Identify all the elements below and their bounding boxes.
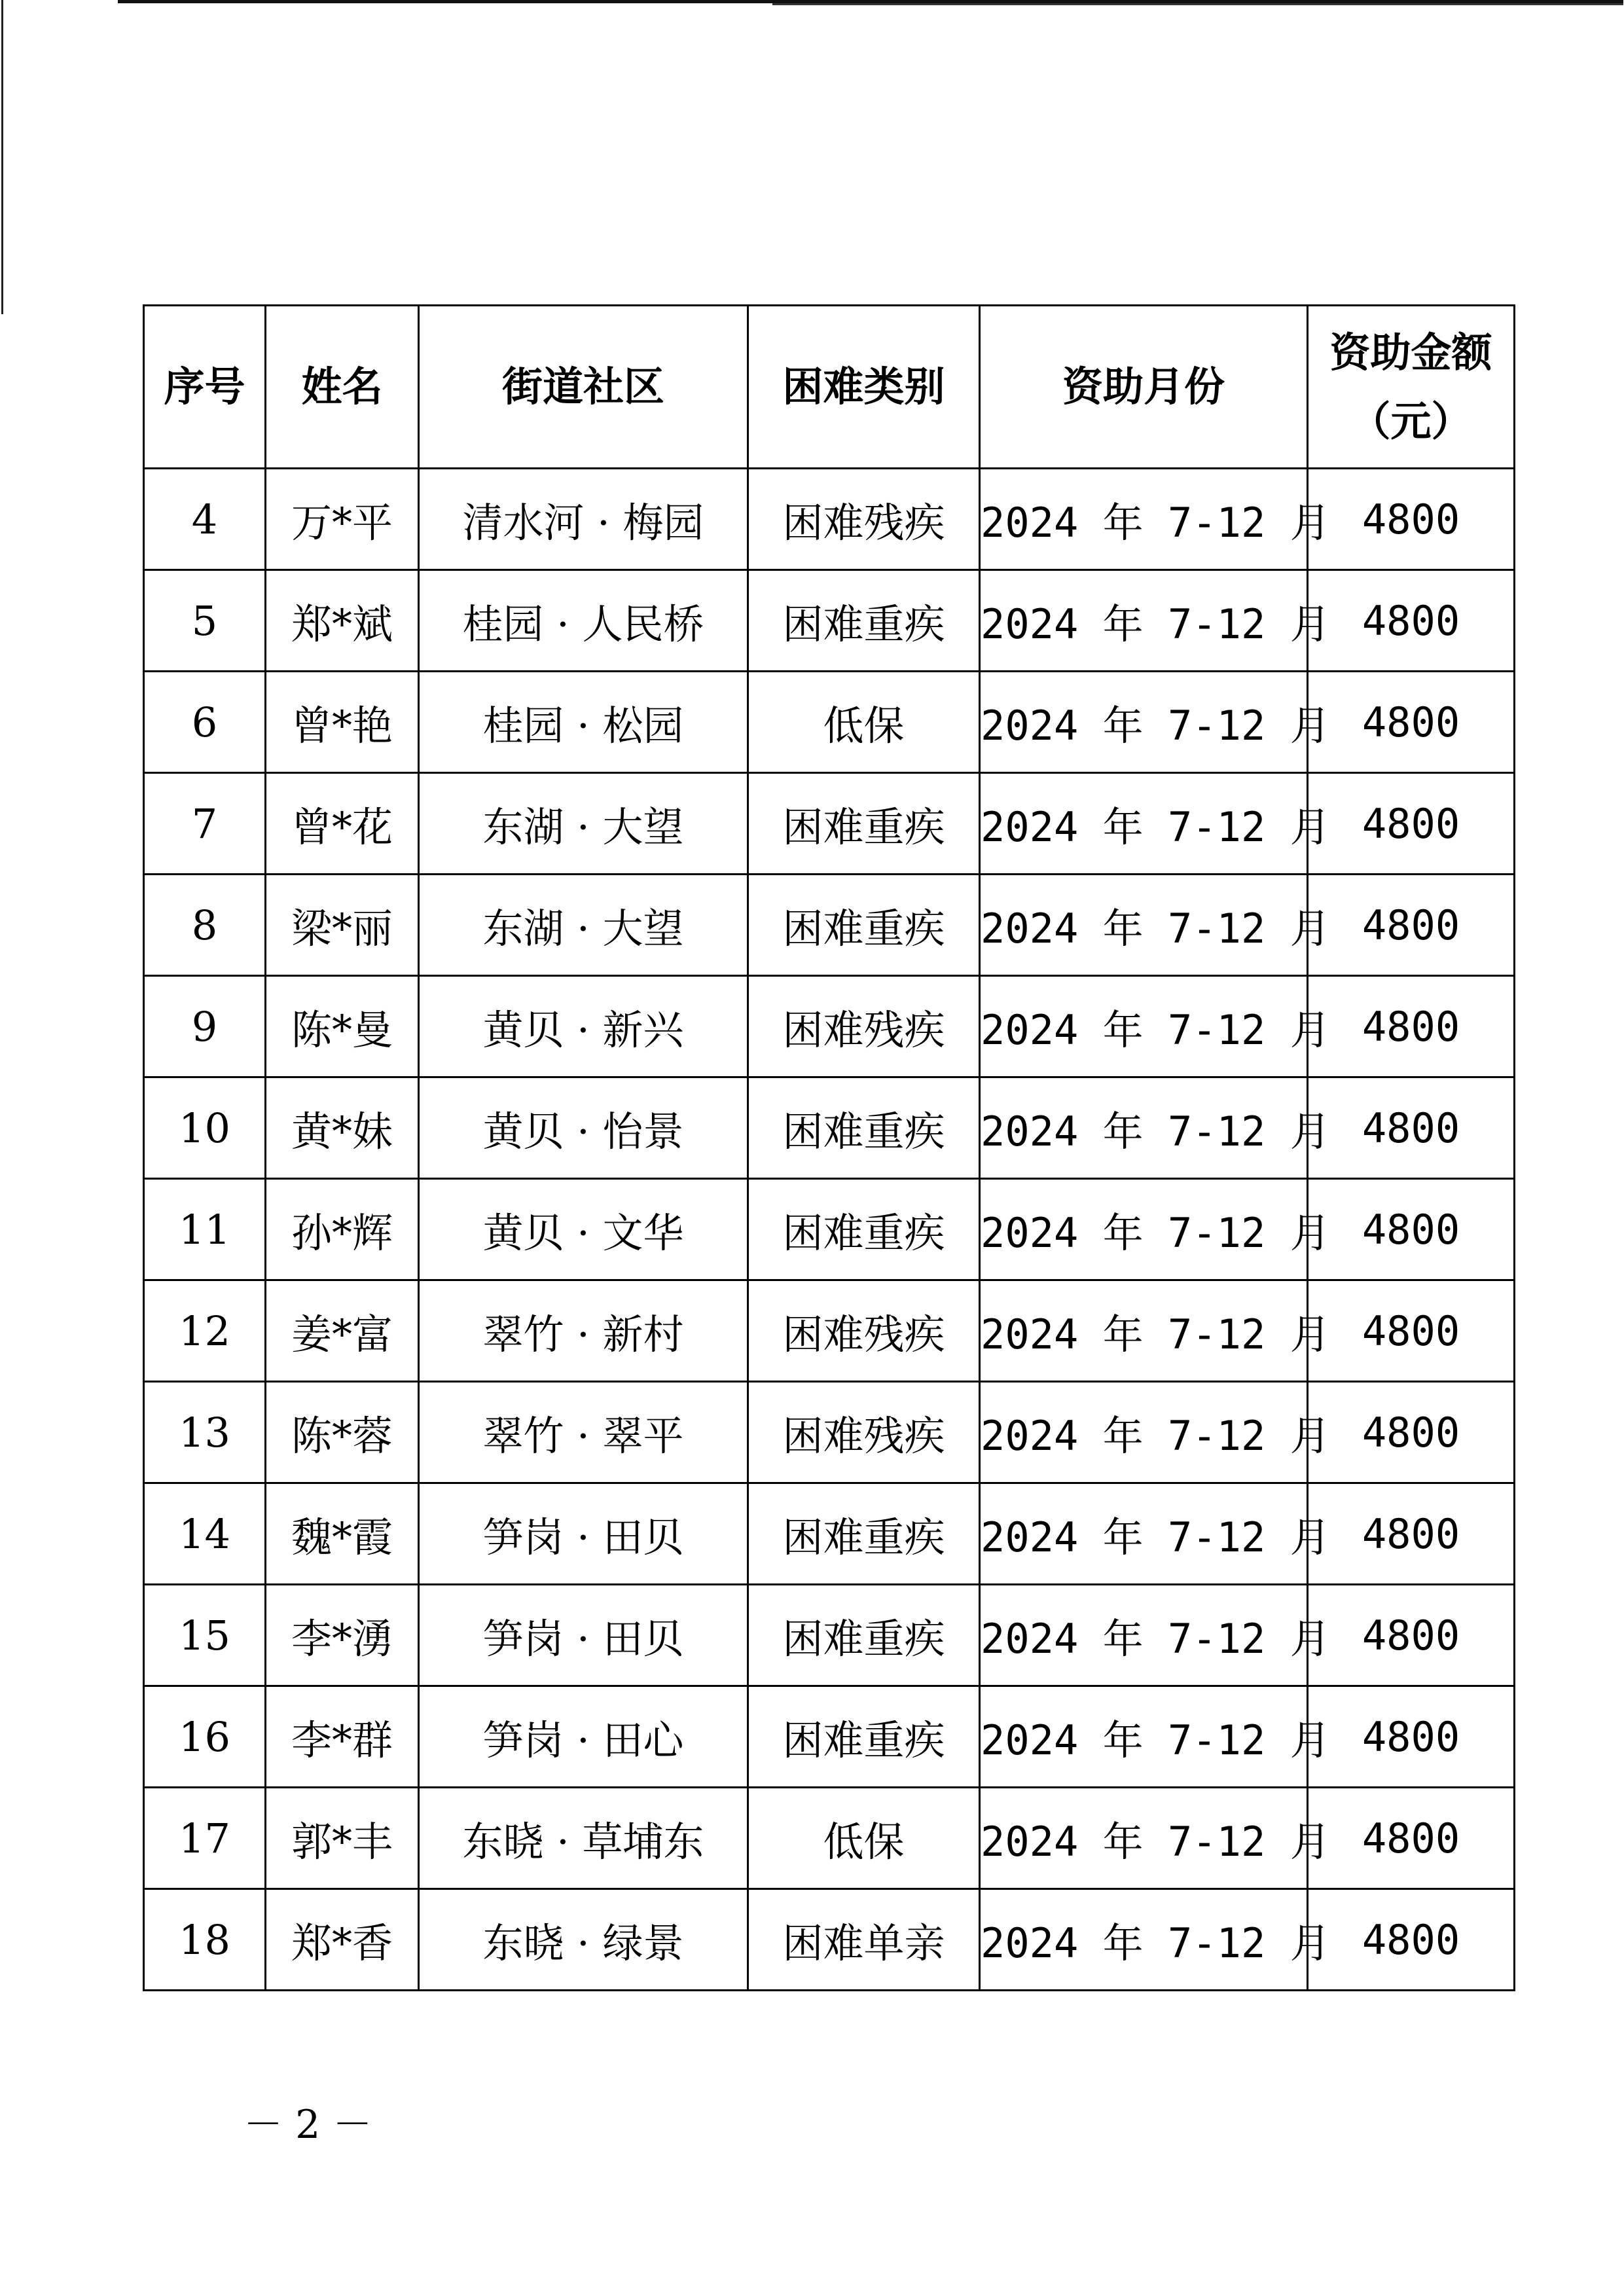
cell-category: 低保 — [748, 1788, 980, 1889]
cell-community: 东晓 · 绿景 — [419, 1889, 748, 1991]
cell-category: 困难重疾 — [748, 1179, 980, 1280]
cell-community: 黄贝 · 怡景 — [419, 1077, 748, 1179]
cell-months: 2024 年 7-12 月 — [980, 1280, 1308, 1382]
header-community: 街道社区 — [419, 306, 748, 469]
cell-amount: 4800 — [1308, 1077, 1515, 1179]
cell-months: 2024 年 7-12 月 — [980, 1585, 1308, 1686]
cell-community: 翠竹 · 新村 — [419, 1280, 748, 1382]
cell-no: 13 — [144, 1382, 266, 1483]
cell-name: 孙*辉 — [266, 1179, 419, 1280]
cell-no: 15 — [144, 1585, 266, 1686]
cell-months: 2024 年 7-12 月 — [980, 1889, 1308, 1991]
header-category: 困难类别 — [748, 306, 980, 469]
cell-name: 梁*丽 — [266, 875, 419, 976]
cell-no: 16 — [144, 1686, 266, 1788]
header-amount-line2: （元） — [1350, 397, 1472, 445]
table-row — [144, 875, 1515, 976]
cell-no: 11 — [144, 1179, 266, 1280]
cell-community: 黄贝 · 文华 — [419, 1179, 748, 1280]
cell-name: 李*群 — [266, 1686, 419, 1788]
cell-community: 东湖 · 大望 — [419, 875, 748, 976]
cell-no: 5 — [144, 570, 266, 672]
cell-name: 郑*香 — [266, 1889, 419, 1991]
cell-no: 12 — [144, 1280, 266, 1382]
cell-no: 17 — [144, 1788, 266, 1889]
cell-amount: 4800 — [1308, 875, 1515, 976]
table-body — [144, 469, 1515, 1991]
header-amount — [1308, 306, 1515, 469]
cell-amount: 4800 — [1308, 1382, 1515, 1483]
cell-months: 2024 年 7-12 月 — [980, 469, 1308, 570]
cell-name: 郑*斌 — [266, 570, 419, 672]
cell-months: 2024 年 7-12 月 — [980, 672, 1308, 773]
table-row — [144, 1179, 1515, 1280]
cell-name: 曾*艳 — [266, 672, 419, 773]
table-header — [144, 306, 1515, 469]
table-row — [144, 469, 1515, 570]
table-row — [144, 1585, 1515, 1686]
cell-months: 2024 年 7-12 月 — [980, 1077, 1308, 1179]
cell-amount: 4800 — [1308, 1788, 1515, 1889]
cell-community: 黄贝 · 新兴 — [419, 976, 748, 1077]
cell-category: 困难重疾 — [748, 773, 980, 875]
scan-left-edge-line — [1, 0, 3, 314]
cell-amount: 4800 — [1308, 1686, 1515, 1788]
header-no: 序号 — [144, 306, 266, 469]
cell-no: 7 — [144, 773, 266, 875]
cell-no: 6 — [144, 672, 266, 773]
cell-amount: 4800 — [1308, 773, 1515, 875]
cell-community: 桂园 · 松园 — [419, 672, 748, 773]
cell-amount: 4800 — [1308, 1179, 1515, 1280]
cell-name: 陈*蓉 — [266, 1382, 419, 1483]
table-row — [144, 1483, 1515, 1585]
cell-months: 2024 年 7-12 月 — [980, 570, 1308, 672]
cell-months: 2024 年 7-12 月 — [980, 1382, 1308, 1483]
cell-name: 郭*丰 — [266, 1788, 419, 1889]
cell-category: 困难重疾 — [748, 1585, 980, 1686]
header-months: 资助月份 — [980, 306, 1308, 469]
cell-no: 14 — [144, 1483, 266, 1585]
cell-amount: 4800 — [1308, 570, 1515, 672]
cell-amount: 4800 — [1308, 1280, 1515, 1382]
cell-category: 低保 — [748, 672, 980, 773]
assistance-roster-table — [143, 304, 1515, 1991]
header-amount-line1: 资助金额 — [1329, 328, 1492, 376]
cell-category: 困难重疾 — [748, 1483, 980, 1585]
cell-category: 困难残疾 — [748, 1280, 980, 1382]
header-row — [144, 306, 1515, 469]
page-number: － 2 － — [244, 2102, 372, 2148]
cell-community: 笋岗 · 田贝 — [419, 1585, 748, 1686]
cell-no: 9 — [144, 976, 266, 1077]
cell-no: 18 — [144, 1889, 266, 1991]
cell-name: 魏*霞 — [266, 1483, 419, 1585]
cell-months: 2024 年 7-12 月 — [980, 1686, 1308, 1788]
cell-amount: 4800 — [1308, 1483, 1515, 1585]
cell-name: 曾*花 — [266, 773, 419, 875]
cell-category: 困难残疾 — [748, 1382, 980, 1483]
cell-category: 困难重疾 — [748, 1077, 980, 1179]
cell-category: 困难单亲 — [748, 1889, 980, 1991]
cell-community: 东湖 · 大望 — [419, 773, 748, 875]
cell-category: 困难重疾 — [748, 570, 980, 672]
cell-name: 姜*富 — [266, 1280, 419, 1382]
table-row — [144, 1788, 1515, 1889]
cell-community: 东晓 · 草埔东 — [419, 1788, 748, 1889]
table-row — [144, 672, 1515, 773]
cell-months: 2024 年 7-12 月 — [980, 976, 1308, 1077]
cell-category: 困难残疾 — [748, 469, 980, 570]
cell-amount: 4800 — [1308, 1889, 1515, 1991]
scan-top-border-line-secondary — [772, 3, 1623, 5]
cell-months: 2024 年 7-12 月 — [980, 875, 1308, 976]
cell-no: 10 — [144, 1077, 266, 1179]
cell-community: 清水河 · 梅园 — [419, 469, 748, 570]
cell-category: 困难重疾 — [748, 1686, 980, 1788]
cell-community: 桂园 · 人民桥 — [419, 570, 748, 672]
table-row — [144, 1382, 1515, 1483]
table-row — [144, 1280, 1515, 1382]
cell-months: 2024 年 7-12 月 — [980, 1483, 1308, 1585]
table-row — [144, 1686, 1515, 1788]
cell-months: 2024 年 7-12 月 — [980, 1788, 1308, 1889]
cell-name: 陈*曼 — [266, 976, 419, 1077]
table-row — [144, 1889, 1515, 1991]
cell-amount: 4800 — [1308, 976, 1515, 1077]
table-row — [144, 1077, 1515, 1179]
cell-months: 2024 年 7-12 月 — [980, 773, 1308, 875]
cell-community: 笋岗 · 田贝 — [419, 1483, 748, 1585]
table-row — [144, 773, 1515, 875]
cell-community: 笋岗 · 田心 — [419, 1686, 748, 1788]
cell-community: 翠竹 · 翠平 — [419, 1382, 748, 1483]
cell-name: 万*平 — [266, 469, 419, 570]
header-name: 姓名 — [266, 306, 419, 469]
table-row — [144, 976, 1515, 1077]
cell-no: 4 — [144, 469, 266, 570]
cell-amount: 4800 — [1308, 469, 1515, 570]
cell-amount: 4800 — [1308, 672, 1515, 773]
cell-category: 困难残疾 — [748, 976, 980, 1077]
cell-name: 黄*妹 — [266, 1077, 419, 1179]
cell-name: 李*湧 — [266, 1585, 419, 1686]
cell-months: 2024 年 7-12 月 — [980, 1179, 1308, 1280]
cell-amount: 4800 — [1308, 1585, 1515, 1686]
cell-no: 8 — [144, 875, 266, 976]
cell-category: 困难重疾 — [748, 875, 980, 976]
table-row — [144, 570, 1515, 672]
